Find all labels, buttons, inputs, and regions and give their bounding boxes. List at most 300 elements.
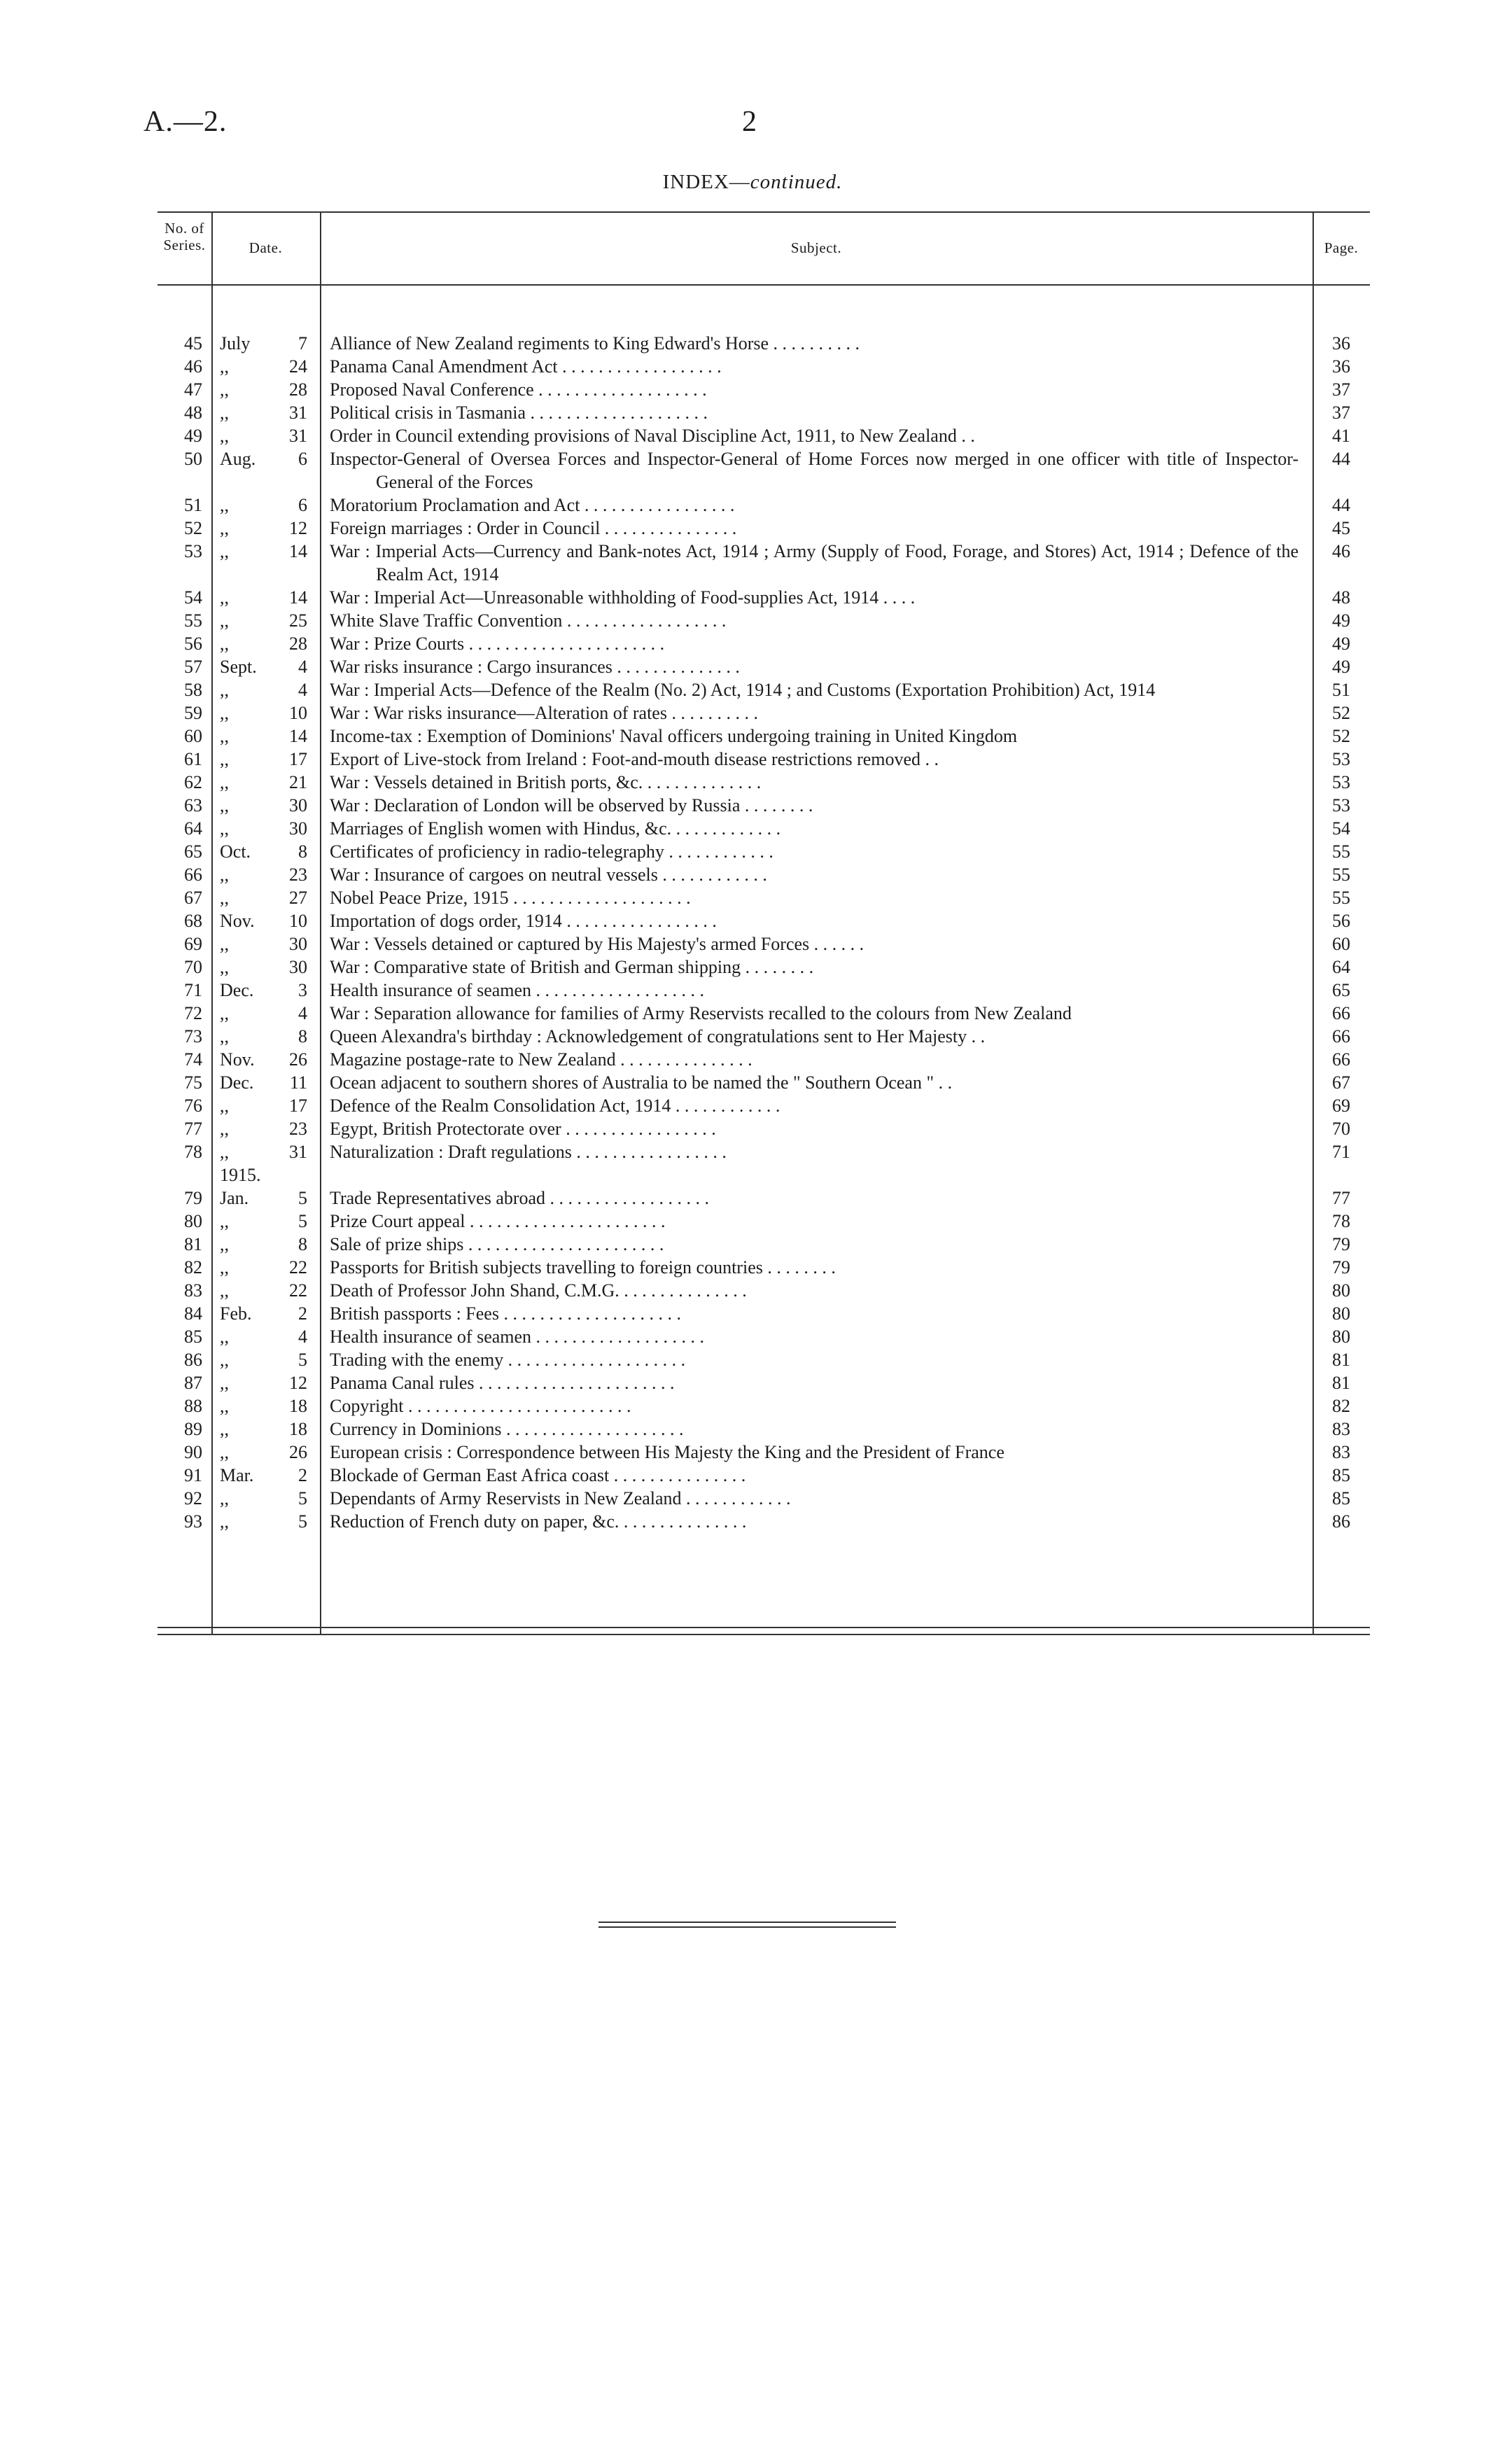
series-number: 62 [184, 772, 202, 792]
date-day: 12 [289, 1373, 307, 1393]
date-month: ,, [220, 1257, 229, 1278]
page-ref: 37 [1332, 379, 1350, 400]
date-day: 18 [289, 1396, 307, 1416]
table-row [158, 979, 1370, 1002]
date-month: ,, [220, 426, 229, 446]
date-month: ,, [220, 818, 229, 839]
date-day: 5 [298, 1350, 307, 1370]
table-row [158, 1048, 1370, 1071]
date-cell [211, 724, 320, 748]
subject-cell [320, 447, 1312, 493]
date-month: ,, [220, 1280, 229, 1301]
table-row [158, 1325, 1370, 1348]
date-day: 12 [289, 518, 307, 538]
date-day: 8 [298, 1026, 307, 1046]
date-month: ,, [220, 703, 229, 723]
date-day: 7 [298, 333, 307, 354]
table-row [158, 886, 1370, 909]
date-cell [211, 840, 320, 863]
subject-text: War : Separation allowance for families of Army Reservists recalled to the colours from New Zealand [330, 1003, 1072, 1023]
date-month: ,, [220, 402, 229, 423]
subject-text: War : Vessels detained in British ports, &c. . . . . . . . . . . . . . [330, 772, 762, 792]
date-day: 4 [298, 680, 307, 700]
date-month: ,, [220, 1096, 229, 1116]
subject-cell [320, 1464, 1312, 1487]
subject-text: Panama Canal Amendment Act . . . . . . . . . . . . . . . . . . [330, 356, 722, 377]
page-ref: 71 [1332, 1142, 1350, 1162]
date-day: 30 [289, 934, 307, 954]
series-number: 80 [184, 1211, 202, 1231]
date-cell [211, 447, 320, 493]
table-row [158, 840, 1370, 863]
subject-text: Certificates of proficiency in radio-telegraphy . . . . . . . . . . . . [330, 841, 774, 862]
subject-text: War : Declaration of London will be observed by Russia . . . . . . . . [330, 795, 813, 816]
series-number: 47 [184, 379, 202, 400]
page-ref: 54 [1332, 818, 1350, 839]
date-month: ,, [220, 680, 229, 700]
table-row [158, 1279, 1370, 1302]
subject-text: European crisis : Correspondence between His Majesty the King and the President of France [330, 1442, 1004, 1462]
date-cell [211, 1048, 320, 1071]
date-cell [211, 1002, 320, 1025]
subject-text: War : War risks insurance—Alteration of rates . . . . . . . . . . [330, 703, 758, 723]
subject-cell [320, 1394, 1312, 1418]
table-row [158, 1002, 1370, 1025]
date-day: 18 [289, 1419, 307, 1439]
date-day: 31 [289, 426, 307, 446]
series-number: 69 [184, 934, 202, 954]
subject-cell [320, 378, 1312, 401]
page-ref: 69 [1332, 1096, 1350, 1116]
series-number: 52 [184, 518, 202, 538]
table-row [158, 1071, 1370, 1094]
column-header-date: Date. [248, 239, 283, 256]
series-number: 57 [184, 657, 202, 677]
subject-text: War risks insurance : Cargo insurances . . . . . . . . . . . . . . [330, 657, 740, 677]
date-month: Feb. [220, 1303, 252, 1324]
table-row [158, 632, 1370, 655]
date-day: 21 [289, 772, 307, 792]
date-cell [211, 955, 320, 979]
page-ref: 51 [1332, 680, 1350, 700]
series-number: 71 [184, 980, 202, 1000]
page-ref: 60 [1332, 934, 1350, 954]
series-number: 54 [184, 587, 202, 608]
table-row [158, 1441, 1370, 1464]
subject-text: Passports for British subjects travelling to foreign countries . . . . . . . . [330, 1257, 836, 1278]
date-day: 24 [289, 356, 307, 377]
table-row [158, 1418, 1370, 1441]
table-row [158, 1233, 1370, 1256]
subject-text: Panama Canal rules . . . . . . . . . . . . . . . . . . . . . . [330, 1373, 675, 1393]
subject-text: Nobel Peace Prize, 1915 . . . . . . . . . . . . . . . . . . . . [330, 888, 691, 908]
year-label: 1915. [220, 1165, 261, 1185]
subject-cell [320, 586, 1312, 609]
page-ref: 36 [1332, 356, 1350, 377]
date-day: 5 [298, 1488, 307, 1508]
series-number: 84 [184, 1303, 202, 1324]
subject-text: Queen Alexandra's birthday : Acknowledgement of congratulations sent to Her Majesty . . [330, 1026, 986, 1046]
page-ref: 83 [1332, 1419, 1350, 1439]
subject-cell [320, 886, 1312, 909]
date-month: ,, [220, 587, 229, 608]
page-ref: 81 [1332, 1373, 1350, 1393]
date-month: ,, [220, 1119, 229, 1139]
date-month: ,, [220, 1373, 229, 1393]
page-ref: 79 [1332, 1257, 1350, 1278]
date-month: ,, [220, 610, 229, 631]
table-row [158, 1510, 1370, 1533]
page-ref: 46 [1332, 541, 1350, 561]
series-number: 82 [184, 1257, 202, 1278]
subject-cell [320, 863, 1312, 886]
subject-cell [320, 678, 1312, 701]
page-ref: 53 [1332, 749, 1350, 769]
date-cell [211, 1441, 320, 1464]
series-number: 70 [184, 957, 202, 977]
date-day: 30 [289, 818, 307, 839]
series-number: 93 [184, 1511, 202, 1532]
page-ref: 41 [1332, 426, 1350, 446]
date-day: 5 [298, 1211, 307, 1231]
subject-text: Defence of the Realm Consolidation Act, 1914 . . . . . . . . . . . . [330, 1096, 780, 1116]
date-day: 10 [289, 703, 307, 723]
table-row [158, 586, 1370, 609]
series-number: 92 [184, 1488, 202, 1508]
page-number: 2 [742, 106, 757, 138]
subject-text: Magazine postage-rate to New Zealand . . . . . . . . . . . . . . . [330, 1049, 752, 1070]
date-cell [211, 1210, 320, 1233]
subject-text: Moratorium Proclamation and Act . . . . . . . . . . . . . . . . . [330, 495, 735, 515]
subject-cell [320, 1117, 1312, 1140]
date-cell [211, 632, 320, 655]
table-row [158, 447, 1370, 493]
subject-text: War : Vessels detained or captured by His Majesty's armed Forces . . . . . . [330, 934, 864, 954]
table-row [158, 1371, 1370, 1394]
subject-cell [320, 1025, 1312, 1048]
series-number: 56 [184, 634, 202, 654]
subject-text: White Slave Traffic Convention . . . . . . . . . . . . . . . . . . [330, 610, 727, 631]
subject-cell [320, 1418, 1312, 1441]
date-day: 26 [289, 1049, 307, 1070]
date-day: 23 [289, 1119, 307, 1139]
year-row [158, 1163, 1370, 1186]
table-body [158, 332, 1370, 1533]
subject-cell [320, 1210, 1312, 1233]
subject-text: War : Insurance of cargoes on neutral vessels . . . . . . . . . . . . [330, 864, 767, 885]
date-month: ,, [220, 1488, 229, 1508]
date-cell [211, 1186, 320, 1210]
subject-text: Foreign marriages : Order in Council . . . . . . . . . . . . . . . [330, 518, 737, 538]
page-ref: 44 [1332, 449, 1350, 469]
series-number: 45 [184, 333, 202, 354]
subject-text: Health insurance of seamen . . . . . . . . . . . . . . . . . . . [330, 1326, 705, 1347]
series-number: 72 [184, 1003, 202, 1023]
subject-text: Egypt, British Protectorate over . . . . . . . . . . . . . . . . . [330, 1119, 716, 1139]
page-ref: 55 [1332, 864, 1350, 885]
date-month: Mar. [220, 1465, 254, 1485]
table-row [158, 863, 1370, 886]
page-ref: 86 [1332, 1511, 1350, 1532]
subject-cell [320, 609, 1312, 632]
date-month: Dec. [220, 1072, 254, 1093]
page-ref: 85 [1332, 1488, 1350, 1508]
subject-cell [320, 840, 1312, 863]
date-day: 31 [289, 1142, 307, 1162]
bottom-separator [158, 1627, 1370, 1628]
table-row [158, 1348, 1370, 1371]
page-ref: 65 [1332, 980, 1350, 1000]
date-month: ,, [220, 1396, 229, 1416]
date-month: ,, [220, 379, 229, 400]
series-number: 68 [184, 911, 202, 931]
series-number: 76 [184, 1096, 202, 1116]
subject-text: War : Comparative state of British and German shipping . . . . . . . . [330, 957, 814, 977]
date-cell [211, 863, 320, 886]
index-title-main: INDEX— [662, 171, 750, 193]
page-ref: 52 [1332, 703, 1350, 723]
date-day: 4 [298, 1003, 307, 1023]
date-month: ,, [220, 1350, 229, 1370]
page-ref: 79 [1332, 1234, 1350, 1254]
date-month: ,, [220, 934, 229, 954]
subject-text: Trade Representatives abroad . . . . . . . . . . . . . . . . . . [330, 1188, 710, 1208]
date-month: ,, [220, 864, 229, 885]
date-month: ,, [220, 1511, 229, 1532]
table-row [158, 678, 1370, 701]
date-month: ,, [220, 1003, 229, 1023]
subject-text: War : Prize Courts . . . . . . . . . . . . . . . . . . . . . . [330, 634, 665, 654]
table-row [158, 748, 1370, 771]
subject-text: Importation of dogs order, 1914 . . . . . . . . . . . . . . . . . [330, 911, 717, 931]
date-day: 25 [289, 610, 307, 631]
subject-cell [320, 817, 1312, 840]
date-month: ,, [220, 749, 229, 769]
subject-cell [320, 355, 1312, 378]
subject-cell [320, 1256, 1312, 1279]
date-month: ,, [220, 1234, 229, 1254]
date-day: 14 [289, 541, 307, 561]
page-ref: 80 [1332, 1303, 1350, 1324]
series-number: 50 [184, 449, 202, 469]
page-ref: 55 [1332, 841, 1350, 862]
date-cell [211, 701, 320, 724]
page-ref: 80 [1332, 1280, 1350, 1301]
date-cell [211, 540, 320, 586]
date-cell [211, 1117, 320, 1140]
date-month: ,, [220, 495, 229, 515]
page-ref: 37 [1332, 402, 1350, 423]
subject-cell [320, 955, 1312, 979]
page-ref: 48 [1332, 587, 1350, 608]
date-cell [211, 771, 320, 794]
subject-text: Political crisis in Tasmania . . . . . . . . . . . . . . . . . . . . [330, 402, 708, 423]
page-ref: 36 [1332, 333, 1350, 354]
date-cell [211, 1348, 320, 1371]
subject-text: Naturalization : Draft regulations . . . . . . . . . . . . . . . . . [330, 1142, 727, 1162]
date-month: Aug. [220, 449, 256, 469]
subject-text: Ocean adjacent to southern shores of Australia to be named the " Southern Ocean " . . [330, 1072, 953, 1093]
series-number: 63 [184, 795, 202, 816]
page-ref: 67 [1332, 1072, 1350, 1093]
page-ref: 80 [1332, 1326, 1350, 1347]
table-row [158, 401, 1370, 424]
index-title-continued: continued. [750, 171, 843, 193]
date-day: 14 [289, 726, 307, 746]
date-cell [211, 332, 320, 355]
page-ref: 44 [1332, 495, 1350, 515]
date-day: 11 [289, 1072, 307, 1093]
subject-cell [320, 517, 1312, 540]
subject-text: War : Imperial Acts—Defence of the Realm (No. 2) Act, 1914 ; and Customs (Exportation Prohibition) Act, 1914 [330, 680, 1156, 700]
footer-rule [598, 1926, 896, 1928]
series-number: 53 [184, 541, 202, 561]
series-number: 79 [184, 1188, 202, 1208]
table-row [158, 955, 1370, 979]
subject-cell [320, 401, 1312, 424]
date-month: ,, [220, 1026, 229, 1046]
date-cell [211, 678, 320, 701]
date-month: ,, [220, 888, 229, 908]
page-ref: 78 [1332, 1211, 1350, 1231]
subject-cell [320, 1510, 1312, 1533]
subject-cell [320, 424, 1312, 447]
subject-cell [320, 1071, 1312, 1094]
index-title [0, 171, 1505, 194]
table-row [158, 1094, 1370, 1117]
date-day: 17 [289, 1096, 307, 1116]
series-number: 89 [184, 1419, 202, 1439]
table-row [158, 1210, 1370, 1233]
table-row [158, 1394, 1370, 1418]
page-ref: 45 [1332, 518, 1350, 538]
series-number: 51 [184, 495, 202, 515]
table-row [158, 909, 1370, 932]
date-cell [211, 609, 320, 632]
page-ref: 83 [1332, 1442, 1350, 1462]
series-number: 78 [184, 1142, 202, 1162]
date-day: 22 [289, 1257, 307, 1278]
page-ref: 53 [1332, 795, 1350, 816]
series-number: 85 [184, 1326, 202, 1347]
date-month: Nov. [220, 911, 255, 931]
subject-cell [320, 1441, 1312, 1464]
series-number: 67 [184, 888, 202, 908]
table-row [158, 378, 1370, 401]
subject-cell [320, 655, 1312, 678]
date-day: 6 [298, 495, 307, 515]
date-month: ,, [220, 957, 229, 977]
date-day: 26 [289, 1442, 307, 1462]
date-cell [211, 979, 320, 1002]
table-row [158, 540, 1370, 586]
date-month: ,, [220, 1419, 229, 1439]
table-row [158, 1487, 1370, 1510]
series-number: 60 [184, 726, 202, 746]
date-cell [211, 586, 320, 609]
date-cell [211, 1071, 320, 1094]
series-number: 86 [184, 1350, 202, 1370]
page-ref: 52 [1332, 726, 1350, 746]
series-number: 46 [184, 356, 202, 377]
page-ref: 55 [1332, 888, 1350, 908]
date-day: 31 [289, 402, 307, 423]
date-cell [211, 1464, 320, 1487]
series-number: 73 [184, 1026, 202, 1046]
date-cell [211, 1025, 320, 1048]
date-day: 14 [289, 587, 307, 608]
page-ref: 49 [1332, 634, 1350, 654]
subject-cell [320, 748, 1312, 771]
table-row [158, 1117, 1370, 1140]
subject-text: Inspector-General of Oversea Forces and Inspector-General of Home Forces now merged in one officer with title of Inspector-General of the Forces [330, 449, 1298, 492]
table-row [158, 1025, 1370, 1048]
series-number [158, 1163, 202, 1186]
subject-cell [320, 701, 1312, 724]
table-row [158, 1140, 1370, 1163]
subject-text: Death of Professor John Shand, C.M.G. . . . . . . . . . . . . . . [330, 1280, 747, 1301]
date-month: Jan. [220, 1188, 249, 1208]
date-cell [211, 1279, 320, 1302]
series-number: 55 [184, 610, 202, 631]
table-row [158, 517, 1370, 540]
date-month: ,, [220, 518, 229, 538]
subject-cell [320, 1186, 1312, 1210]
subject-text: Income-tax : Exemption of Dominions' Naval officers undergoing training in United Kingdom [330, 726, 1018, 746]
date-day: 3 [298, 980, 307, 1000]
subject-cell [320, 979, 1312, 1002]
subject-text: Blockade of German East Africa coast . . . . . . . . . . . . . . . [330, 1465, 746, 1485]
date-cell [211, 909, 320, 932]
subject-cell [320, 1233, 1312, 1256]
subject-text: Sale of prize ships . . . . . . . . . . . . . . . . . . . . . . [330, 1234, 664, 1254]
date-month: Nov. [220, 1049, 255, 1070]
date-month: July [220, 333, 251, 354]
subject-text: Trading with the enemy . . . . . . . . . . . . . . . . . . . . [330, 1350, 686, 1370]
subject-text: Copyright . . . . . . . . . . . . . . . . . . . . . . . . . [330, 1396, 631, 1416]
page-ref: 66 [1332, 1026, 1350, 1046]
date-month: ,, [220, 1326, 229, 1347]
page-ref: 64 [1332, 957, 1350, 977]
subject-cell [320, 540, 1312, 586]
date-cell [211, 1371, 320, 1394]
series-number: 61 [184, 749, 202, 769]
table-row [158, 655, 1370, 678]
date-cell [211, 517, 320, 540]
date-day: 17 [289, 749, 307, 769]
column-header-page: Page. [1324, 239, 1359, 256]
date-month: Oct. [220, 841, 251, 862]
series-number: 81 [184, 1234, 202, 1254]
table-row [158, 724, 1370, 748]
page-ref: 49 [1332, 657, 1350, 677]
index-table [158, 211, 1370, 1635]
date-cell [211, 378, 320, 401]
date-month: Dec. [220, 980, 254, 1000]
date-month: ,, [220, 634, 229, 654]
date-cell [211, 1487, 320, 1510]
date-cell [211, 655, 320, 678]
date-day: 2 [298, 1303, 307, 1324]
table-row [158, 771, 1370, 794]
date-day: 30 [289, 795, 307, 816]
date-cell [211, 817, 320, 840]
date-month: ,, [220, 1211, 229, 1231]
page-ref: 77 [1332, 1188, 1350, 1208]
table-row [158, 794, 1370, 817]
date-month: ,, [220, 356, 229, 377]
subject-text: Alliance of New Zealand regiments to King Edward's Horse . . . . . . . . . . [330, 333, 860, 354]
